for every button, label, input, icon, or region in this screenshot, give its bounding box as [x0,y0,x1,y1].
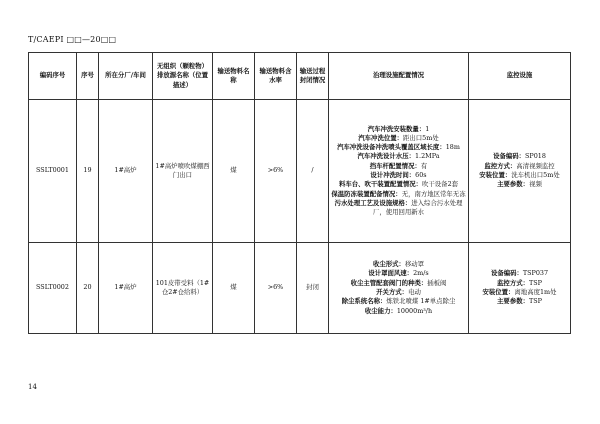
monitor-line: 安装位置：离地高度1m处 [482,288,557,296]
monitor-line: 监控方式：TSP [497,278,542,287]
cell-moisture: >6% [255,243,297,334]
treatment-line: 除尘系统名称：炼铁北喷煤 1#单点除尘 [341,297,456,306]
header-code: 编码序号 [29,53,77,100]
header-material: 输送物料名称 [213,53,255,100]
treatment-line: 汽车冲洗位置：距出口5m处 [358,133,439,142]
cell-code: SSLT0002 [29,243,77,334]
cell-source: 1#高炉喷吹煤棚西门出口 [153,100,213,243]
monitor-line: 安装位置：洗车机出口5m处 [479,171,560,179]
cell-code: SSLT0001 [29,100,77,243]
table-header-row [29,53,571,100]
cell-closure: / [297,100,329,243]
treatment-line: 设计冲洗时间：60s [370,171,427,179]
header-treatment: 治理设施配置情况 [329,53,469,100]
table-row [29,243,571,334]
header-closure: 输送过程封闭情况 [297,53,329,100]
treatment-line: 收尘能力：10000m³/h [364,306,433,315]
treatment-line: 污水处理工艺及设施规格：进入综合污水处理厂，使用回用新水 [334,198,463,217]
monitor-line: 设备编码：SP018 [493,152,546,161]
treatment-line: 汽车冲洗安装数量：1 [367,124,430,133]
treatment-line: 设计罩面风速：2m/s [368,269,429,278]
treatment-line: 收尘主管配套阀门的种类：插板阀 [350,278,447,287]
cell-treatment [329,243,469,334]
cell-monitor [469,243,571,334]
cell-workshop: 1#高炉 [99,243,153,334]
monitor-line: 主要参数：视频 [497,180,542,189]
treatment-line: 挡车杆配置情况：有 [369,161,428,170]
header-workshop: 所在分厂/车间 [99,53,153,100]
header-monitor: 监控设施 [469,53,571,100]
header-source: 无组织（颗粒物）排放源名称（位置描述） [153,53,213,100]
document-code: T/CAEPI □□—20□□ [28,35,117,44]
cell-seq: 20 [77,243,99,334]
monitor-line: 设备编码：TSP037 [490,269,549,278]
cell-seq: 19 [77,100,99,243]
treatment-line: 料车台、吹干装置配置情况：吹干设备2套 [338,180,459,189]
treatment-line: 汽车冲洗设计水压：1.2MPa [357,152,440,161]
page-number: 14 [28,383,37,391]
table-row [29,100,571,243]
monitor-line: 监控方式：高清视频监控 [484,161,555,170]
cell-workshop: 1#高炉 [99,100,153,243]
cell-moisture: >6% [255,100,297,243]
header-moisture: 输送物料含水率 [255,53,297,100]
cell-closure: 封闭 [297,243,329,334]
treatment-line: 收尘形式：移动罩 [372,260,425,269]
header-seq: 序号 [77,53,99,100]
monitor-line: 主要参数：TSP [497,297,542,306]
treatment-line: 汽车冲洗设备冲洗喷头覆盖区域长度：18m [337,143,460,152]
cell-source: 101皮带受料（1#仓2#仓给料） [153,243,213,334]
treatment-line: 开关方式：电动 [376,288,421,296]
cell-material: 煤 [213,100,255,243]
cell-material: 煤 [213,243,255,334]
emission-source-table [28,52,571,334]
treatment-line: 保温防冻装置配备情况：无，南方地区常年无冻 [331,189,466,198]
cell-treatment [329,100,469,243]
cell-monitor [469,100,571,243]
